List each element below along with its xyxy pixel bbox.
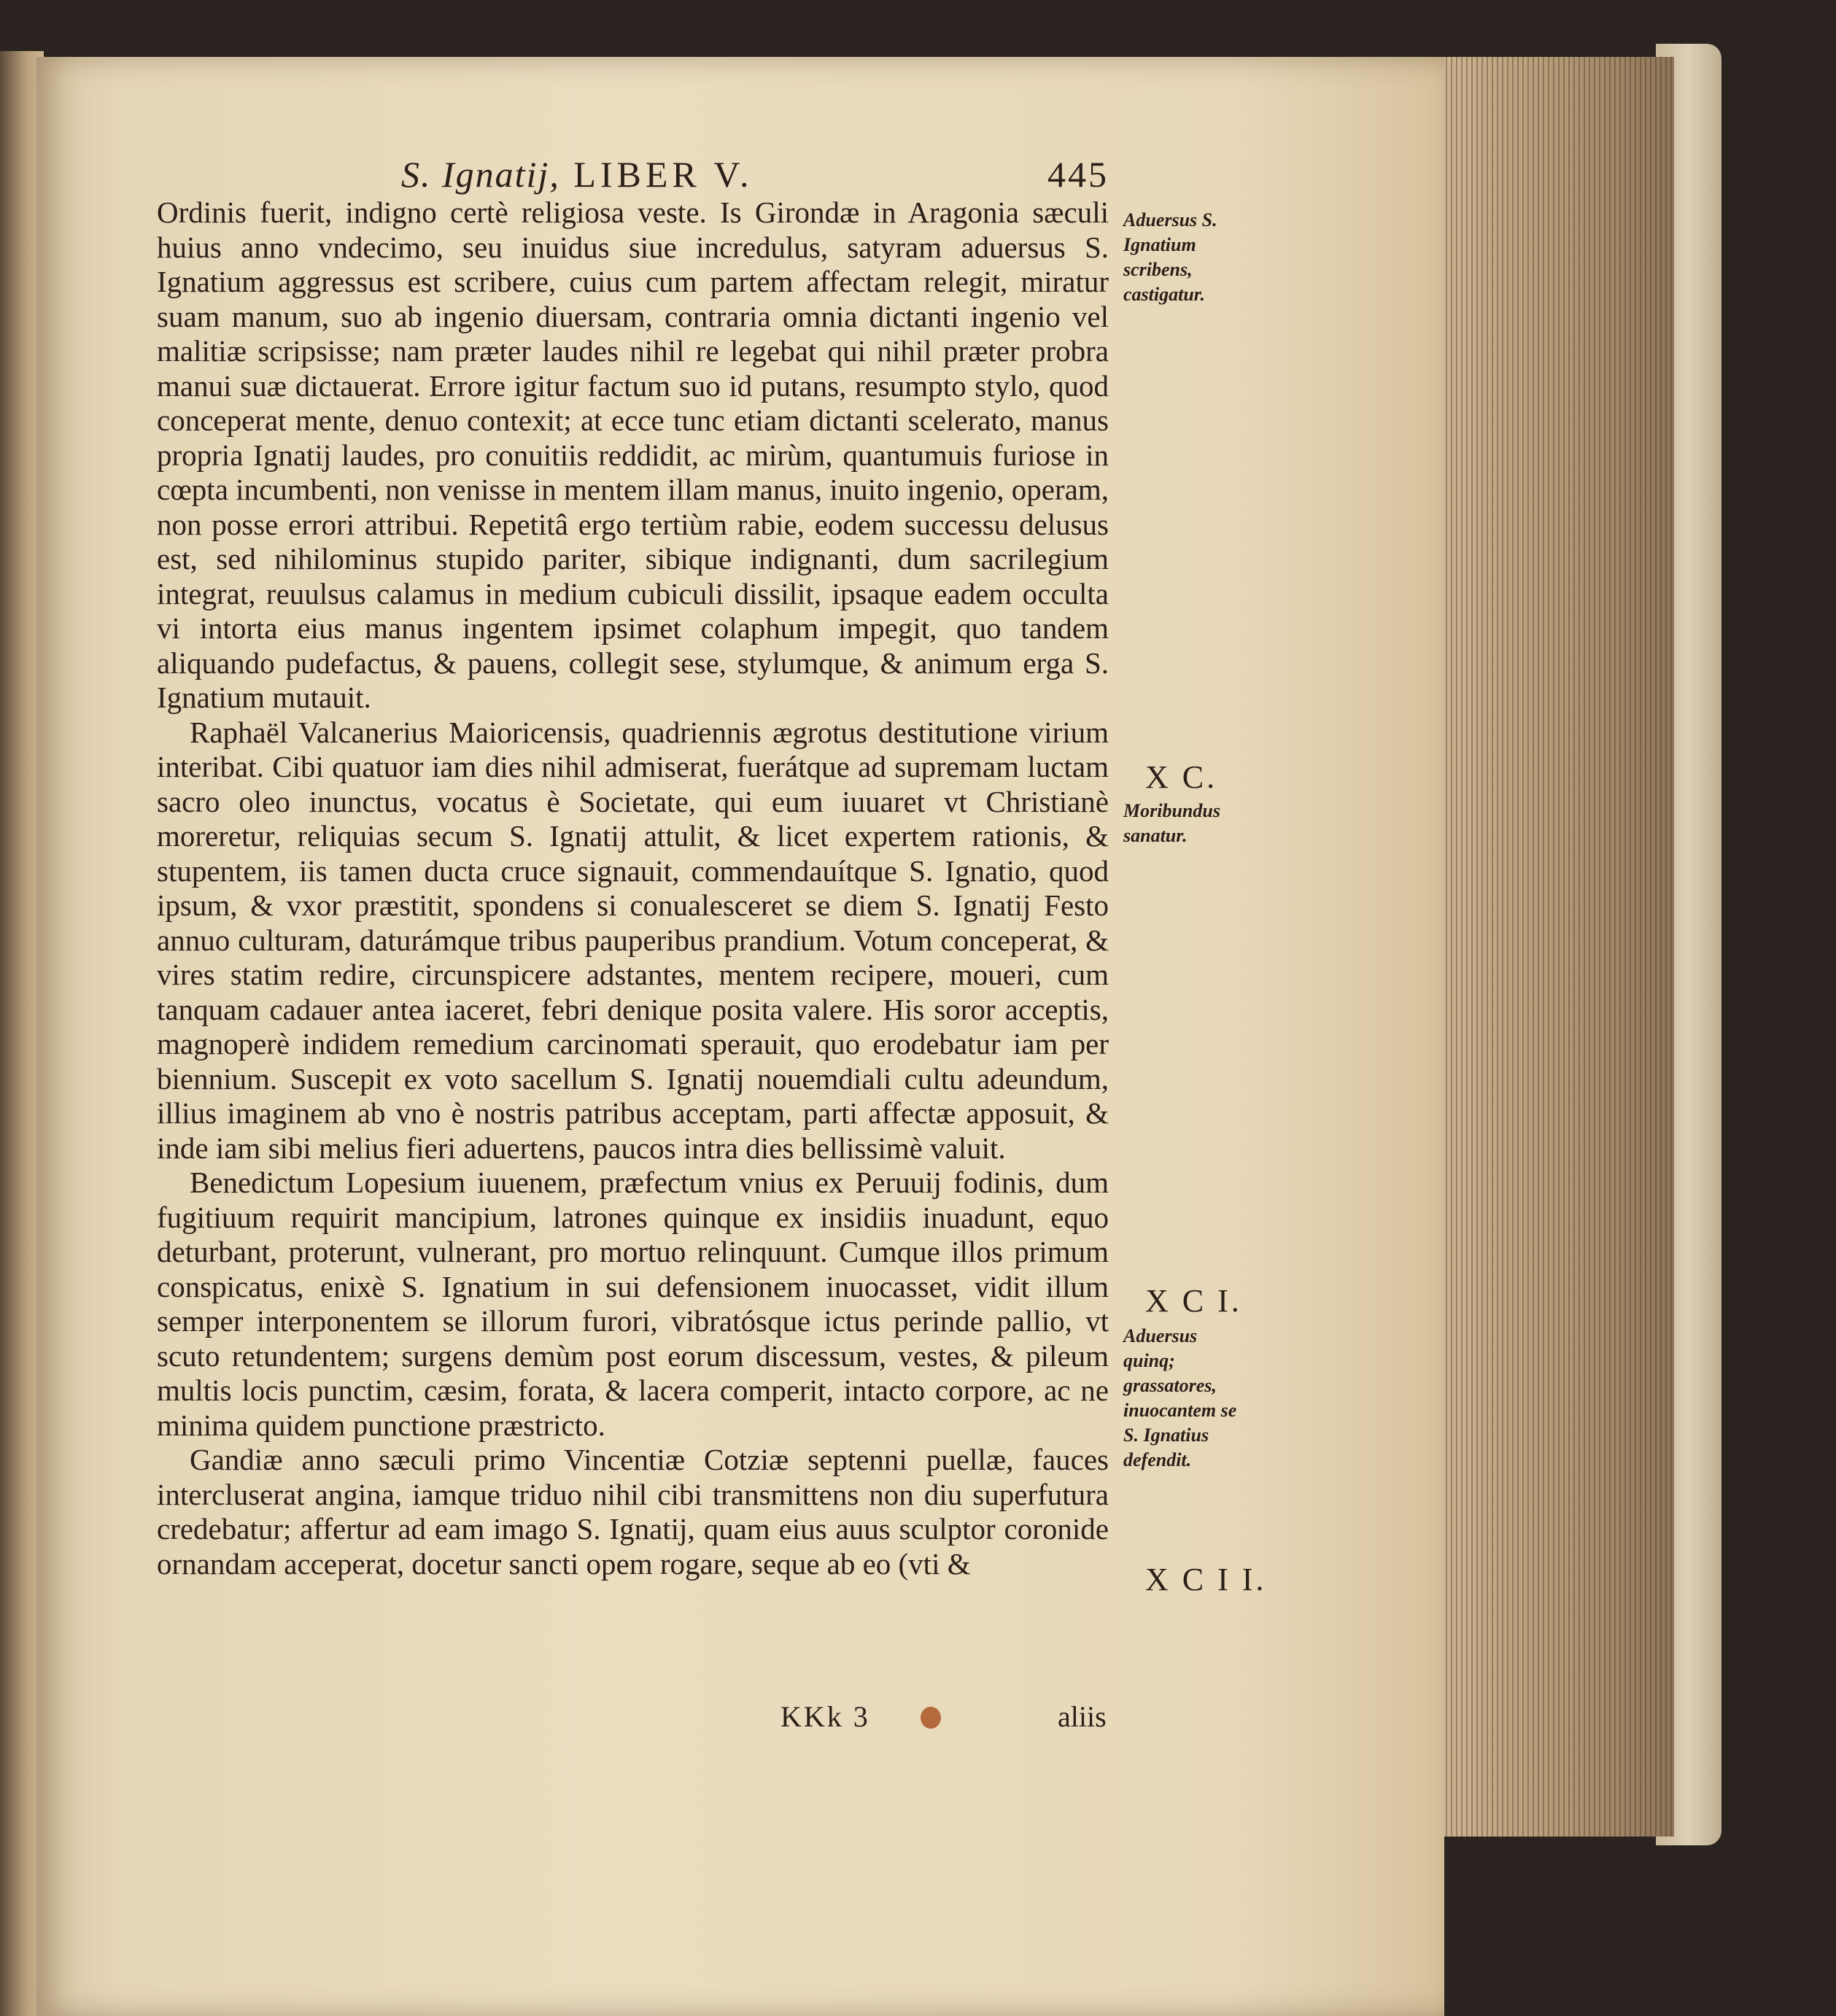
margin-number-xci: X C I. <box>1145 1283 1242 1319</box>
paragraph-1: Ordinis fuerit, indigno certè religiosa veste. Is Girondæ in Aragonia sæculi huius anno vndecimo, seu inuidus siue incredulus, satyram aduersus S. Ignatium aggressus est scribere, cuius cum partem affectam relegit, miratur suam manum, suo ab ingenio diuersam, contraria omnia dictanti ingenio vel malitiæ scripsisse; nam præter laudes nihil re legebat qui nihil præter probra manui suæ dictauerat. Errore igitur factum suo id putans, resumpto stylo, quod conceperat mente, denuo contexit; at ecce tunc etiam dictanti scelerato, manus propria Ignatij laudes, pro conuitiis reddidit, ac mirùm, quantumuis furiose in cœpta incumbenti, non venisse in mentem illam manus, inuito ingenio, operam, non posse errori attribui. Repetitâ ergo tertiùm rabie, eodem successu delusus est, sed nihilominus stupido pariter, sibique indignanti, dum sacrilegium integrat, reuulsus calamus in medium cubiculi dissilit, ipsaque eadem occulta vi intorta eius manus ingentem ipsimet colaphum impegit, quo tandem aliquando pudefactus, & pauens, collegit sese, stylumque, & animum erga S. Ignatium mutauit. <box>157 195 1109 714</box>
page-fore-edge <box>1441 57 1674 1837</box>
margin-number-xc: X C. <box>1145 759 1218 795</box>
paragraph-4: Gandiæ anno sæculi primo Vincentiæ Cotziæ septenni puellæ, fauces intercluserat angina, iamque triduo nihil cibi transmittens non diu superfutura credebatur; affertur ad eam imago S. Ignatij, quam eius auus sculptor coronide ornandam acceperat, docetur sancti opem rogare, seque ab eo (vti & <box>157 1443 1109 1581</box>
signature-mark: KKk 3 <box>781 1700 870 1733</box>
running-head <box>401 153 754 195</box>
page-header <box>146 153 1109 197</box>
page-number: 445 <box>1047 154 1109 195</box>
running-head-liber: LIBER V. <box>559 154 754 195</box>
margin-note-moribundus: Moribundus sanatur. <box>1123 800 1220 846</box>
paragraph-3: Benedictum Lopesium iuuenem, præfectum vnius ex Peruuij fodinis, dum fugitiuum requirit mancipium, latrones quinque ex insidiis inuadunt, equo deturbant, proterunt, vulnerant, pro mortuo relinquunt. Cumque illos primum conspicatus, enixè S. Ignatium in sui defensionem inuocasset, vidit illum semper interponentem se illorum furori, vibratósque ictus perinde pallio, vt scuto retundentem; surgens demùm post eorum discessum, vestes, & pileum multis locis punctim, cæsim, forata, & lacera comperit, intacto corpore, ac ne minima quidem punctione præstricto. <box>157 1166 1109 1442</box>
ink-stain <box>921 1707 941 1729</box>
running-head-title: S. Ignatij, <box>401 154 560 195</box>
margin-number-xcii: X C I I. <box>1145 1562 1267 1597</box>
catchword: aliis <box>1058 1700 1107 1733</box>
margin-note-aduersus: Aduersus S. Ignatium scribens, castigatur. <box>1123 209 1217 305</box>
margin-note-grassatores: Aduersus quinq; grassatores, inuocantem se S. Ignatius defendit. <box>1123 1325 1237 1470</box>
body-text <box>157 195 1109 1581</box>
paragraph-2: Raphaël Valcanerius Maioricensis, quadriennis ægrotus destitutione virium interibat. Cibi quatuor iam dies nihil admiserat, fuerátque ad supremam luctam sacro oleo inunctus, vocatus è Societate, qui eum iuuaret vt Christianè moreretur, reliquias secum S. Ignatij attulit, & licet expertem rationis, & stupentem, iis tamen ducta cruce signauit, commendauítque S. Ignatio, quod ipsum, & vxor præstitit, spondens si conualesceret se diem S. Ignatij Festo annuo culturam, daturámque tribus pauperibus prandium. Votum conceperat, & vires statim redire, circunspicere adstantes, mentem recipere, moueri, cum tanquam cadauer antea iaceret, febri denique posita valere. His soror acceptis, magnoperè indidem remedium carcinomati sperauit, quo erodebatur iam per biennium. Suscepit ex voto sacellum S. Ignatij nouemdiali cultu adeundum, illius imaginem ab vno è nostris patribus acceptam, parti affectæ apposuit, & inde iam sibi melius fieri aduertens, paucos intra dies bellissimè valuit. <box>157 715 1109 1165</box>
